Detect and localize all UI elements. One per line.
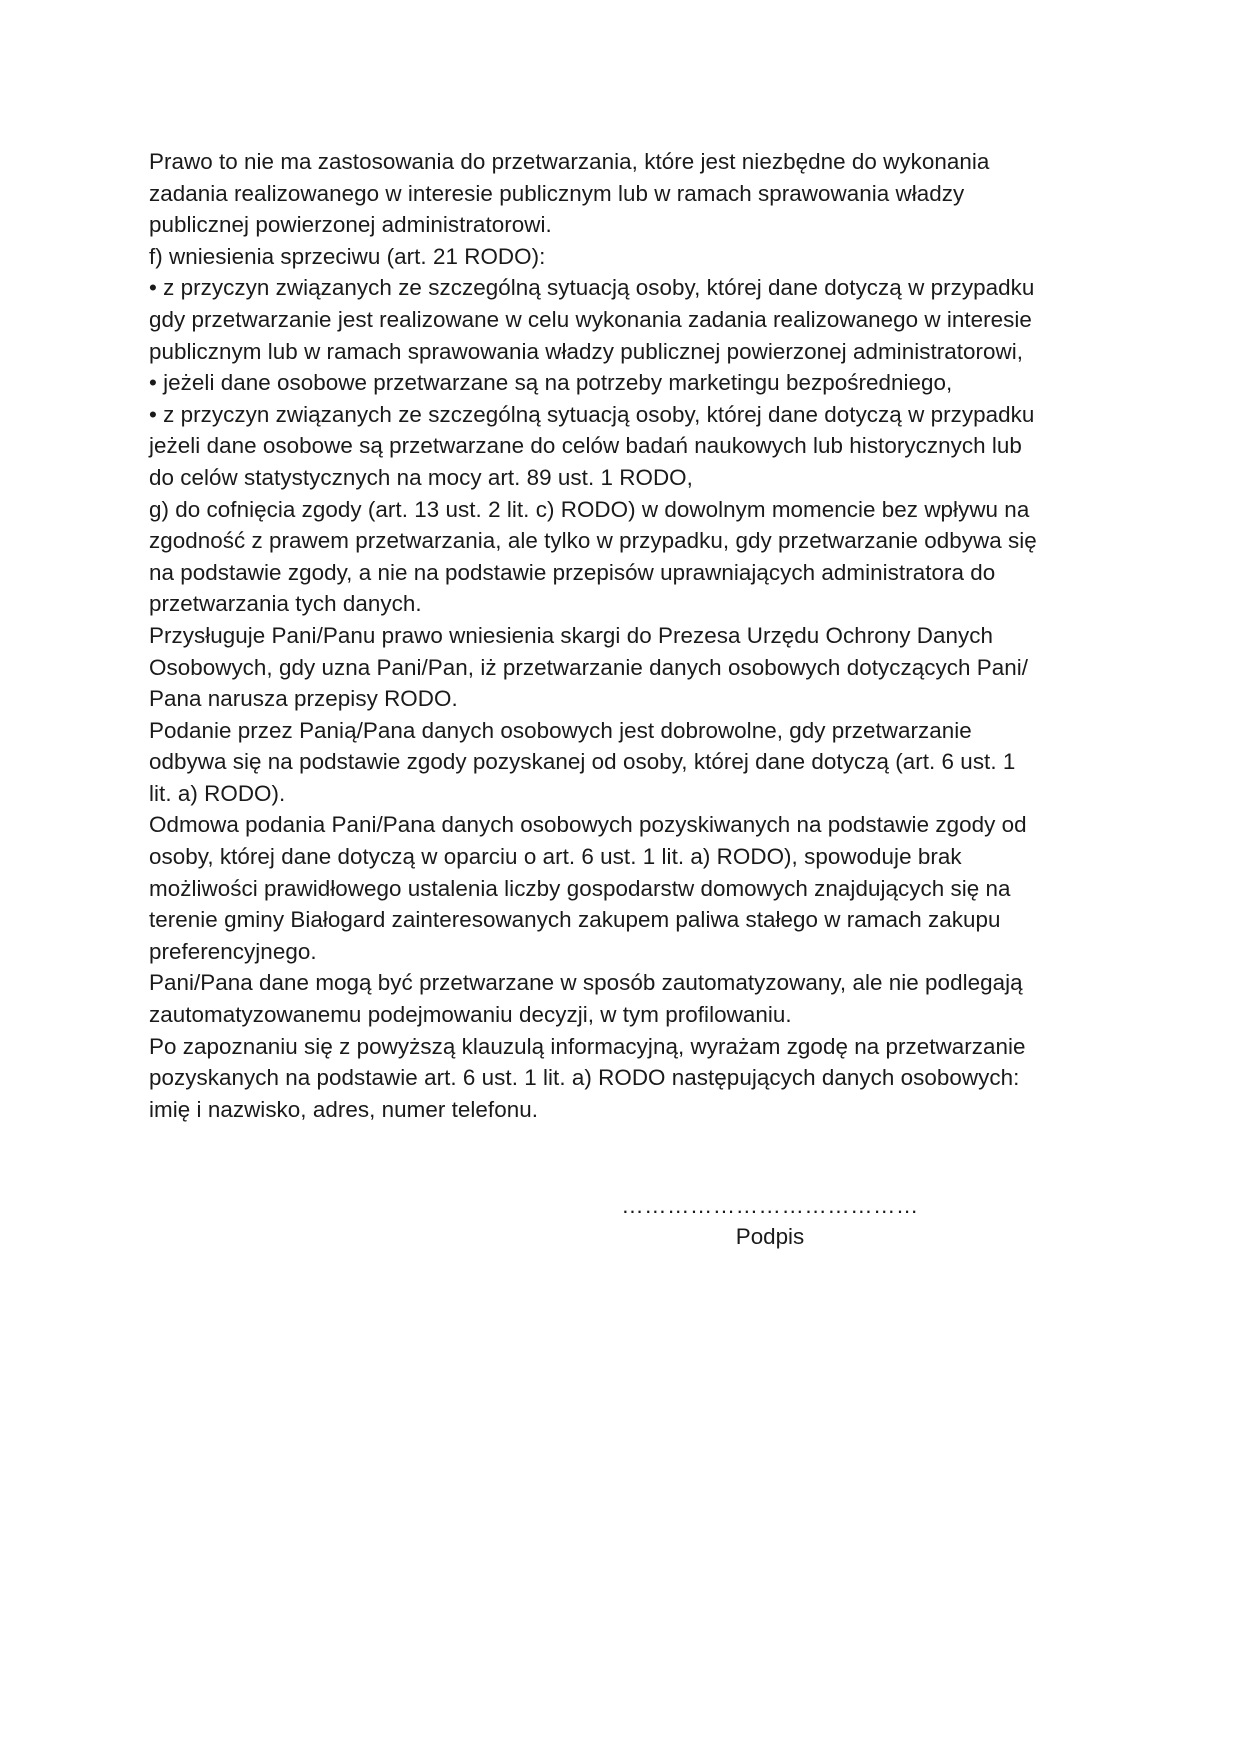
text-line: Podanie przez Panią/Pana danych osobowych jest dobrowolne, gdy przetwarzanie (149, 717, 972, 743)
text-line: osoby, której dane dotyczą w oparciu o art. 6 ust. 1 lit. a) RODO), spowoduje brak (149, 844, 962, 870)
signature-block (620, 1190, 920, 1252)
text-line: zgodność z prawem przetwarzania, ale tylko w przypadku, gdy przetwarzanie odbywa się (149, 528, 1037, 554)
text-line: pozyskanych na podstawie art. 6 ust. 1 lit. a) RODO następujących danych osobowych: (149, 1065, 1020, 1091)
text-line: lit. a) RODO). (149, 780, 286, 806)
text-line: Prawo to nie ma zastosowania do przetwarzania, które jest niezbędne do wykonania (149, 149, 990, 174)
text-line: Pani/Pana dane mogą być przetwarzane w sposób zautomatyzowany, ale nie podlegają (149, 970, 1023, 996)
text-line: przetwarzania tych danych. (149, 591, 422, 617)
text-line: Po zapoznaniu się z powyższą klauzulą informacyjną, wyrażam zgodę na przetwarzanie (149, 1033, 1026, 1059)
text-line: terenie gminy Białogard zainteresowanych zakupem paliwa stałego w ramach zakupu (149, 907, 1001, 933)
text-line: • z przyczyn związanych ze szczególną sytuacją osoby, której dane dotyczą w przypadku (149, 401, 1035, 427)
text-line: możliwości prawidłowego ustalenia liczby gospodarstw domowych znajdujących się na (149, 875, 1011, 901)
signature-line: ………………………………… (621, 1193, 919, 1218)
text-line: Osobowych, gdy uzna Pani/Pan, iż przetwarzanie danych osobowych dotyczących Pani/ (149, 654, 1029, 680)
text-line: Odmowa podania Pani/Pana danych osobowych pozyskiwanych na podstawie zgody od (149, 812, 1027, 838)
signature-label: Podpis (735, 1224, 805, 1249)
text-line: odbywa się na podstawie zgody pozyskanej od osoby, której dane dotyczą (art. 6 ust. 1 (149, 749, 1016, 775)
document-body (149, 146, 1109, 1125)
text-line: zadania realizowanego w interesie publicznym lub w ramach sprawowania władzy (149, 180, 965, 206)
text-line: • z przyczyn związanych ze szczególną sytuacją osoby, której dane dotyczą w przypadku (149, 275, 1035, 301)
text-line: f) wniesienia sprzeciwu (art. 21 RODO): (149, 243, 546, 269)
text-line: Przysługuje Pani/Panu prawo wniesienia skargi do Prezesa Urzędu Ochrony Danych (149, 622, 993, 648)
text-line: zautomatyzowanemu podejmowaniu decyzji, w tym profilowaniu. (149, 1002, 792, 1028)
text-line: Pana narusza przepisy RODO. (149, 686, 458, 712)
text-line: • jeżeli dane osobowe przetwarzane są na potrzeby marketingu bezpośredniego, (149, 370, 953, 396)
text-line: publicznym lub w ramach sprawowania władzy publicznej powierzonej administratorowi, (149, 338, 1024, 364)
text-line: preferencyjnego. (149, 938, 317, 964)
text-line: publicznej powierzonej administratorowi. (149, 212, 552, 238)
text-line: jeżeli dane osobowe są przetwarzane do celów badań naukowych lub historycznych lub (149, 433, 1022, 459)
text-line: imię i nazwisko, adres, numer telefonu. (149, 1096, 538, 1122)
text-line: do celów statystycznych na mocy art. 89 ust. 1 RODO, (149, 464, 693, 490)
text-line: na podstawie zgody, a nie na podstawie przepisów uprawniających administratora do (149, 559, 996, 585)
text-line: g) do cofnięcia zgody (art. 13 ust. 2 lit. c) RODO) w dowolnym momencie bez wpływu na (149, 496, 1030, 522)
text-line: gdy przetwarzanie jest realizowane w celu wykonania zadania realizowanego w interesie (149, 306, 1032, 332)
